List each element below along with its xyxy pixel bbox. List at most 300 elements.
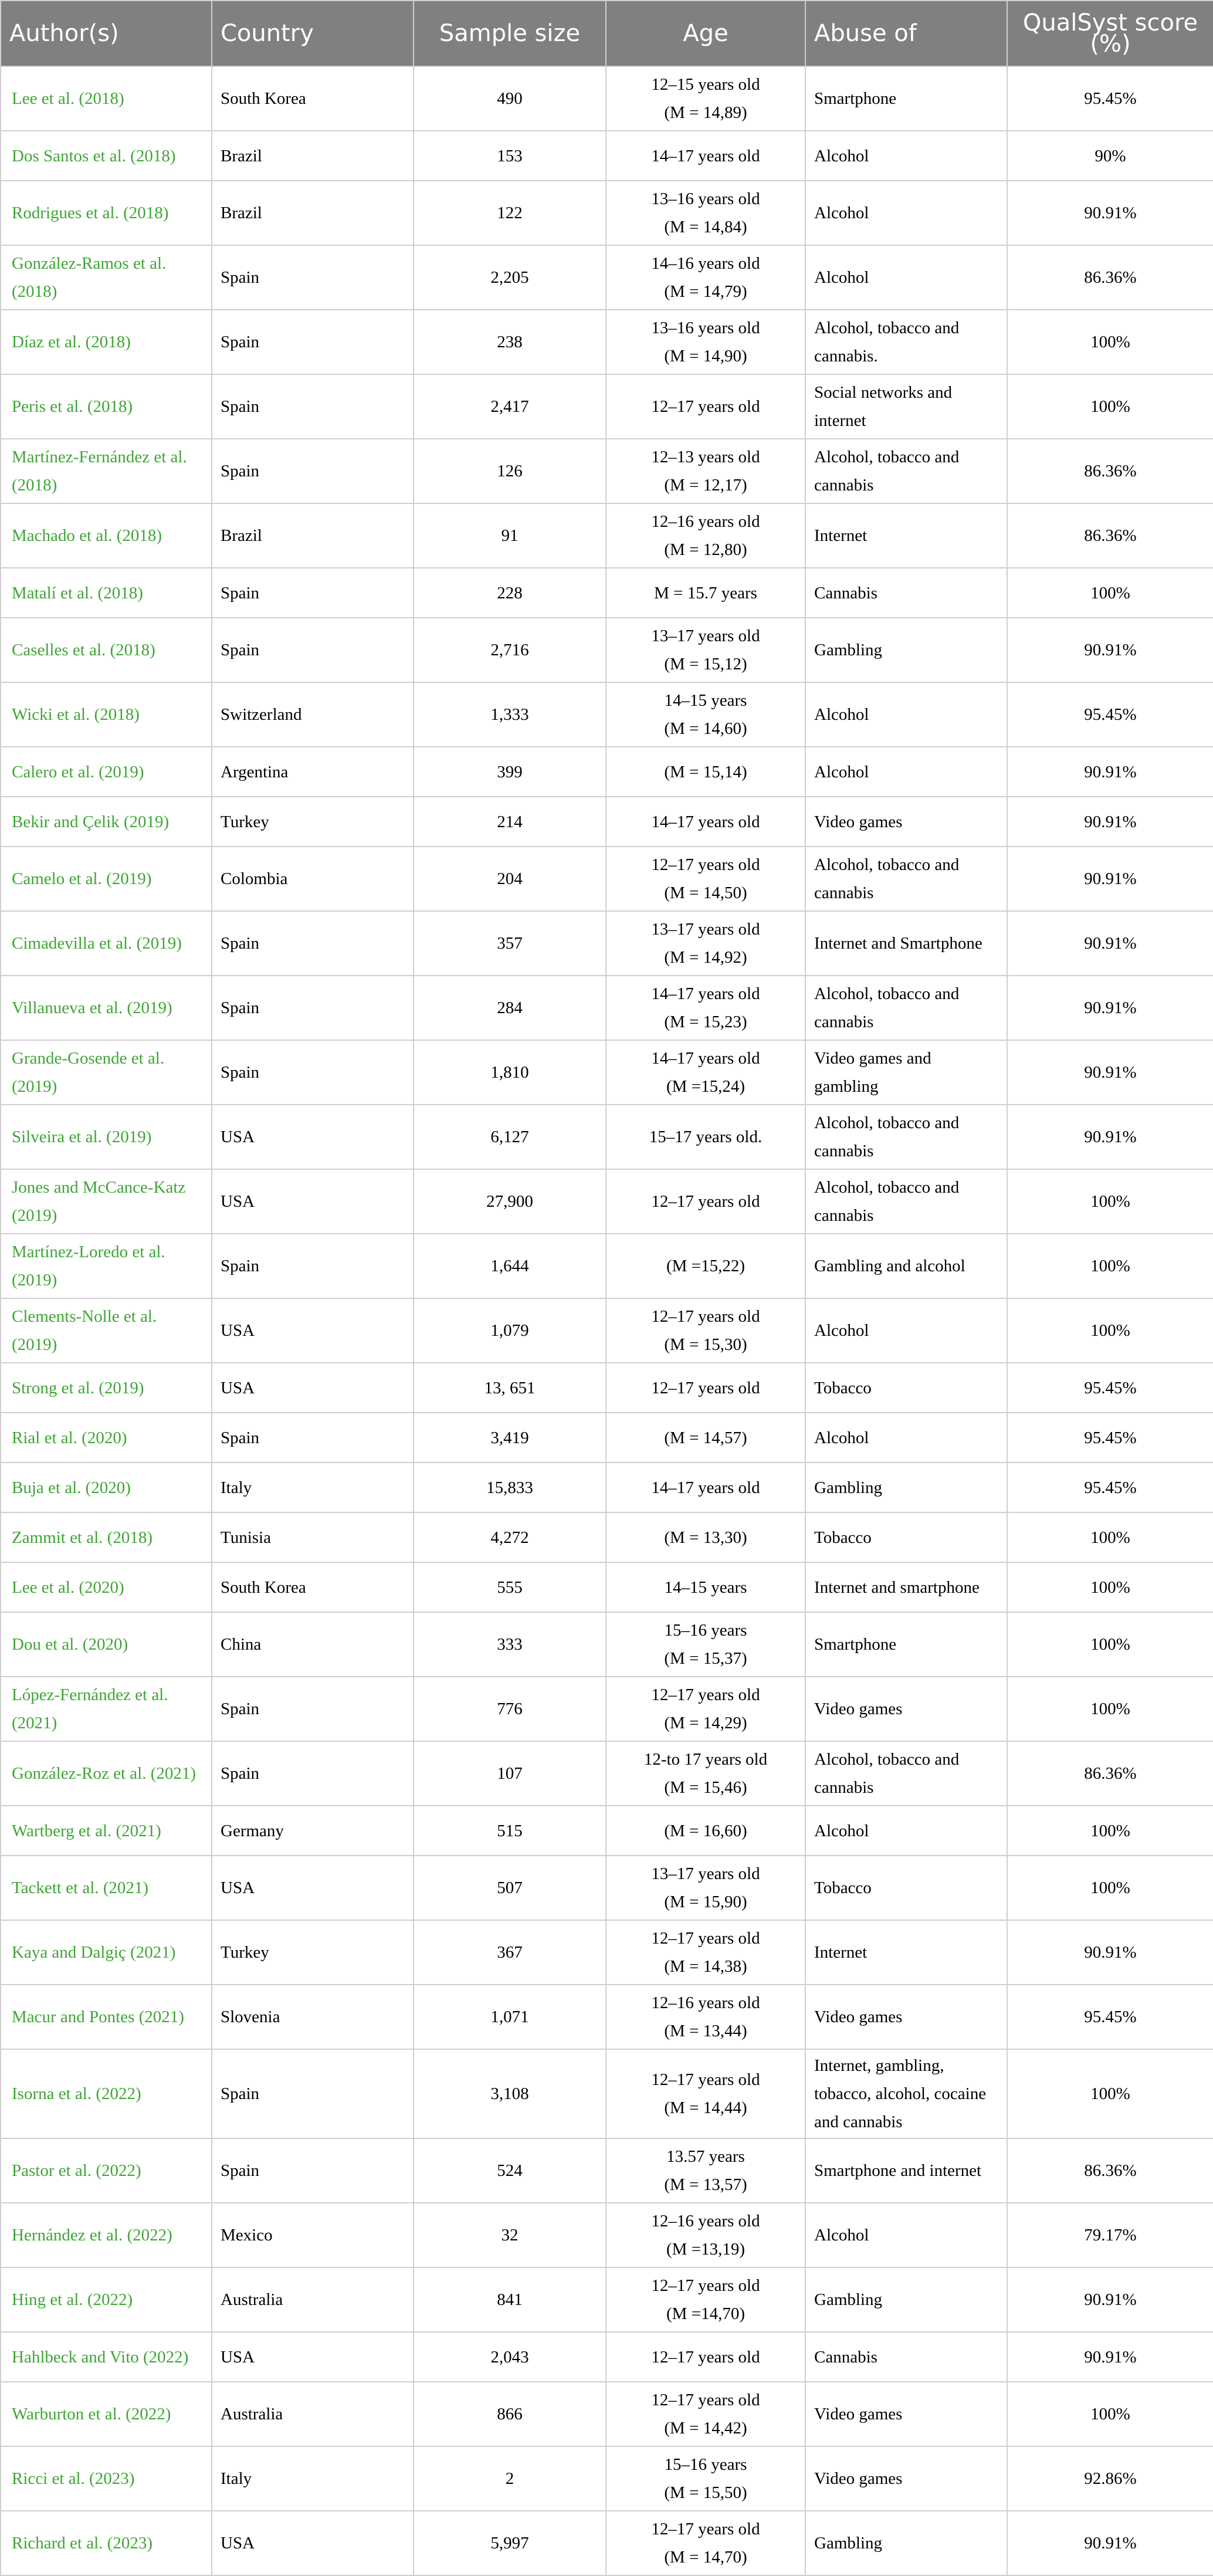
cell-qualsyst-score: 90% <box>1007 131 1213 181</box>
table-row <box>1 1040 1213 1105</box>
table-row <box>1 1463 1213 1512</box>
cell-author-line: Strong et al. (2019) <box>12 1378 144 1397</box>
cell-author[interactable] <box>1 1463 212 1512</box>
cell-author[interactable] <box>1 1612 212 1677</box>
cell-sample-size: 2,043 <box>414 2332 606 2382</box>
cell-sample-size: 2,417 <box>414 374 606 439</box>
cell-author[interactable] <box>1 2446 212 2511</box>
cell-age <box>606 1298 805 1363</box>
cell-author[interactable] <box>1 310 212 374</box>
cell-author-line: Villanueva et al. (2019) <box>12 998 172 1017</box>
cell-abuse-of <box>805 2446 1007 2511</box>
cell-author[interactable] <box>1 2267 212 2332</box>
cell-age <box>606 1985 805 2049</box>
cell-country: Australia <box>212 2267 414 2332</box>
cell-age-line: (M = 14,42) <box>664 2419 747 2438</box>
cell-sample-size: 122 <box>414 181 606 245</box>
cell-qualsyst-score: 90.91% <box>1007 2511 1213 2575</box>
cell-abuse-of-line: and cannabis <box>814 2113 903 2131</box>
cell-country: USA <box>212 2511 414 2575</box>
cell-author-line: Dos Santos et al. (2018) <box>12 146 176 165</box>
cell-author-line: González-Roz et al. (2021) <box>12 1764 196 1783</box>
cell-country: South Korea <box>212 66 414 131</box>
cell-age <box>606 1105 805 1169</box>
cell-abuse-of-line: Smartphone <box>814 89 897 108</box>
cell-qualsyst-score: 95.45% <box>1007 66 1213 131</box>
cell-age <box>606 682 805 747</box>
cell-abuse-of <box>805 1985 1007 2049</box>
cell-age-line: 12–17 years old <box>651 2347 760 2367</box>
cell-author[interactable] <box>1 1413 212 1463</box>
cell-author[interactable] <box>1 618 212 682</box>
cell-sample-size: 1,644 <box>414 1234 606 1298</box>
cell-age <box>606 131 805 181</box>
cell-age-line: 14–15 years <box>664 691 747 710</box>
cell-qualsyst-score: 100% <box>1007 1612 1213 1677</box>
cell-qualsyst-score: 100% <box>1007 1234 1213 1298</box>
cell-qualsyst-score: 86.36% <box>1007 503 1213 568</box>
cell-age-line: 12–13 years old <box>651 448 760 466</box>
cell-age <box>606 503 805 568</box>
cell-author-line: Hernández et al. (2022) <box>12 2226 172 2245</box>
cell-age <box>606 2446 805 2511</box>
cell-abuse-of <box>805 1920 1007 1985</box>
header-sample-size: Sample size <box>414 1 606 66</box>
cell-age-line: 15–16 years <box>664 2455 747 2474</box>
cell-qualsyst-score: 95.45% <box>1007 1463 1213 1512</box>
cell-qualsyst-score: 90.91% <box>1007 1105 1213 1169</box>
cell-author-line: Martínez-Loredo et al. <box>12 1243 165 1261</box>
cell-age-line: (M =15,24) <box>666 1077 745 1096</box>
table-row <box>1 1677 1213 1741</box>
cell-sample-size: 204 <box>414 847 606 911</box>
cell-sample-size: 524 <box>414 2138 606 2203</box>
cell-author-line: Pastor et al. (2022) <box>12 2161 141 2180</box>
cell-author-line: Lee et al. (2018) <box>12 89 124 108</box>
cell-sample-size: 399 <box>414 747 606 797</box>
cell-sample-size: 2 <box>414 2446 606 2511</box>
cell-abuse-of-line: Video games <box>814 2405 903 2423</box>
cell-abuse-of-line: Gambling <box>814 641 882 659</box>
cell-sample-size: 3,419 <box>414 1413 606 1463</box>
cell-abuse-of <box>805 1169 1007 1234</box>
cell-author[interactable] <box>1 797 212 847</box>
table-row <box>1 2446 1213 2511</box>
cell-author[interactable] <box>1 747 212 797</box>
cell-author-line: (2021) <box>12 1714 57 1732</box>
cell-author[interactable] <box>1 1856 212 1920</box>
table-row <box>1 1413 1213 1463</box>
cell-age-line: 13–16 years old <box>651 319 760 337</box>
cell-qualsyst-score: 100% <box>1007 2382 1213 2446</box>
cell-age-line: 12–16 years old <box>651 1993 760 2012</box>
cell-abuse-of-line: Cannabis <box>814 2347 877 2367</box>
cell-abuse-of-line: Video games <box>814 812 903 831</box>
table-row <box>1 374 1213 439</box>
cell-author-line: (2018) <box>12 282 57 301</box>
cell-abuse-of-line: Social networks and <box>814 383 953 402</box>
cell-sample-size: 27,900 <box>414 1169 606 1234</box>
cell-abuse-of <box>805 503 1007 568</box>
cell-abuse-of-line: internet <box>814 411 866 430</box>
cell-age-line: 14–17 years old <box>651 1478 760 1497</box>
cell-age-line: 13–17 years old <box>651 1864 760 1883</box>
cell-country: Spain <box>212 1741 414 1806</box>
cell-qualsyst-score: 100% <box>1007 1806 1213 1856</box>
cell-abuse-of <box>805 2267 1007 2332</box>
cell-author[interactable] <box>1 1677 212 1741</box>
cell-qualsyst-score: 86.36% <box>1007 439 1213 503</box>
cell-age-line: 14–16 years old <box>651 254 760 273</box>
cell-qualsyst-score: 100% <box>1007 2049 1213 2138</box>
cell-abuse-of-line: Alcohol, tobacco and <box>814 1750 960 1769</box>
cell-abuse-of-line: Internet, gambling, <box>814 2056 944 2075</box>
cell-age <box>606 310 805 374</box>
cell-abuse-of-line: cannabis <box>814 1142 874 1160</box>
cell-country: South Korea <box>212 1562 414 1612</box>
cell-qualsyst-score: 92.86% <box>1007 2446 1213 2511</box>
cell-age <box>606 797 805 847</box>
cell-country: Brazil <box>212 503 414 568</box>
cell-sample-size: 15,833 <box>414 1463 606 1512</box>
table-row <box>1 1856 1213 1920</box>
header-country: Country <box>212 1 414 66</box>
cell-abuse-of-line: cannabis <box>814 1778 874 1797</box>
cell-author[interactable] <box>1 503 212 568</box>
table-row <box>1 2138 1213 2203</box>
cell-sample-size: 13, 651 <box>414 1363 606 1413</box>
cell-author[interactable] <box>1 374 212 439</box>
cell-age-line: (M =13,19) <box>666 2240 745 2259</box>
cell-abuse-of <box>805 2382 1007 2446</box>
cell-author[interactable] <box>1 1234 212 1298</box>
cell-country: China <box>212 1612 414 1677</box>
cell-qualsyst-score: 90.91% <box>1007 2267 1213 2332</box>
cell-author[interactable] <box>1 2203 212 2267</box>
cell-country: USA <box>212 1298 414 1363</box>
cell-abuse-of <box>805 1806 1007 1856</box>
cell-author[interactable] <box>1 439 212 503</box>
cell-age-line: (M = 14,44) <box>664 2098 747 2117</box>
cell-sample-size: 91 <box>414 503 606 568</box>
cell-qualsyst-score: 95.45% <box>1007 1985 1213 2049</box>
cell-author-line: Rial et al. (2020) <box>12 1428 127 1447</box>
cell-age-line: (M =15,22) <box>666 1257 745 1275</box>
cell-country: USA <box>212 1169 414 1234</box>
cell-author[interactable] <box>1 682 212 747</box>
cell-sample-size: 3,108 <box>414 2049 606 2138</box>
cell-age-line: (M = 14,70) <box>664 2548 747 2567</box>
cell-age <box>606 439 805 503</box>
cell-qualsyst-score: 100% <box>1007 374 1213 439</box>
cell-abuse-of-line: Gambling and alcohol <box>814 1257 965 1275</box>
cell-abuse-of <box>805 1677 1007 1741</box>
table-row <box>1 1298 1213 1363</box>
cell-qualsyst-score: 100% <box>1007 1512 1213 1562</box>
cell-abuse-of <box>805 568 1007 618</box>
table-row <box>1 310 1213 374</box>
cell-age-line: 13–17 years old <box>651 627 760 645</box>
cell-country: Turkey <box>212 797 414 847</box>
cell-abuse-of-line: Alcohol <box>814 268 869 287</box>
cell-author[interactable] <box>1 2382 212 2446</box>
cell-author[interactable] <box>1 1920 212 1985</box>
cell-author-line: Macur and Pontes (2021) <box>12 2008 184 2026</box>
cell-sample-size: 284 <box>414 976 606 1040</box>
cell-country: Spain <box>212 1040 414 1105</box>
cell-age-line: 14–17 years old <box>651 812 760 831</box>
cell-abuse-of-line: Video games <box>814 1700 903 1718</box>
table-body <box>1 66 1213 2575</box>
cell-country: Spain <box>212 2049 414 2138</box>
table-row <box>1 1920 1213 1985</box>
cell-age <box>606 1463 805 1512</box>
cell-sample-size: 1,071 <box>414 1985 606 2049</box>
cell-abuse-of <box>805 1512 1007 1562</box>
cell-country: Spain <box>212 374 414 439</box>
table-row <box>1 1363 1213 1413</box>
cell-country: Switzerland <box>212 682 414 747</box>
cell-author-line: Kaya and Dalgiç (2021) <box>12 1943 176 1962</box>
cell-age-line: M = 15.7 years <box>654 583 757 602</box>
cell-age-line: 12–17 years old <box>651 1378 760 1397</box>
cell-author[interactable] <box>1 2049 212 2138</box>
cell-author-line: Ricci et al. (2023) <box>12 2469 135 2488</box>
cell-author[interactable] <box>1 1169 212 1234</box>
cell-abuse-of-line: Alcohol, tobacco and <box>814 984 960 1003</box>
table-row <box>1 1562 1213 1612</box>
header-age: Age <box>606 1 805 66</box>
cell-abuse-of-line: Video games <box>814 2469 903 2488</box>
cell-author-line: Díaz et al. (2018) <box>12 333 131 351</box>
cell-author[interactable] <box>1 568 212 618</box>
cell-age <box>606 618 805 682</box>
cell-abuse-of-line: Video games and <box>814 1049 931 1068</box>
table-row <box>1 847 1213 911</box>
cell-sample-size: 107 <box>414 1741 606 1806</box>
cell-abuse-of <box>805 2049 1007 2138</box>
cell-age-line: 15–17 years old. <box>649 1128 763 1146</box>
cell-author[interactable] <box>1 2138 212 2203</box>
cell-age <box>606 1920 805 1985</box>
header-abuse-of: Abuse of <box>805 1 1007 66</box>
table-row <box>1 1512 1213 1562</box>
cell-age-line: (M = 16,60) <box>664 1821 747 1840</box>
table-row <box>1 1806 1213 1856</box>
cell-country: Spain <box>212 2138 414 2203</box>
table-row <box>1 976 1213 1040</box>
cell-author-line: Wicki et al. (2018) <box>12 705 140 724</box>
cell-age-line: 13.57 years <box>666 2147 745 2166</box>
cell-age-line: 12-to 17 years old <box>643 1750 768 1769</box>
cell-abuse-of <box>805 439 1007 503</box>
cell-country: Spain <box>212 568 414 618</box>
cell-age-line: 13–17 years old <box>651 920 760 939</box>
cell-author[interactable] <box>1 1806 212 1856</box>
cell-abuse-of <box>805 797 1007 847</box>
cell-abuse-of-line: cannabis <box>814 1013 874 1031</box>
cell-qualsyst-score: 79.17% <box>1007 2203 1213 2267</box>
cell-author-line: Caselles et al. (2018) <box>12 641 155 659</box>
cell-abuse-of-line: Smartphone and internet <box>814 2161 982 2180</box>
cell-abuse-of-line: Tobacco <box>814 1878 872 1897</box>
table-row <box>1 245 1213 310</box>
cell-age <box>606 1677 805 1741</box>
cell-abuse-of-line: cannabis. <box>814 347 878 365</box>
cell-age-line: 14–17 years old <box>651 984 760 1003</box>
cell-abuse-of-line: cannabis <box>814 1206 874 1225</box>
table-row <box>1 131 1213 181</box>
cell-abuse-of-line: Alcohol, tobacco and <box>814 319 960 337</box>
cell-author[interactable] <box>1 1741 212 1806</box>
cell-age-line: 12–17 years old <box>651 1307 760 1326</box>
cell-author-line: Bekir and Çelik (2019) <box>12 812 170 831</box>
cell-age-line: (M = 14,57) <box>664 1428 747 1447</box>
cell-age <box>606 2267 805 2332</box>
cell-country: Spain <box>212 618 414 682</box>
cell-author-line: Grande-Gosende et al. <box>12 1049 165 1068</box>
cell-age <box>606 66 805 131</box>
table-row <box>1 1612 1213 1677</box>
cell-abuse-of <box>805 1413 1007 1463</box>
header-qualsyst-score: QualSyst score (%) <box>1007 1 1213 66</box>
cell-age <box>606 2049 805 2138</box>
cell-country: Brazil <box>212 131 414 181</box>
cell-abuse-of-line: Alcohol <box>814 1321 869 1340</box>
cell-abuse-of-line: Gambling <box>814 2534 882 2553</box>
cell-abuse-of-line: Alcohol <box>814 204 869 222</box>
cell-abuse-of-line: Smartphone <box>814 1635 897 1654</box>
cell-author-line: Hing et al. (2022) <box>12 2290 133 2309</box>
cell-abuse-of-line: Tobacco <box>814 1378 872 1397</box>
cell-author-line: Lee et al. (2020) <box>12 1578 124 1597</box>
cell-abuse-of <box>805 310 1007 374</box>
cell-author-line: Isorna et al. (2022) <box>12 2084 141 2103</box>
cell-age-line: 12–17 years old <box>651 2391 760 2409</box>
cell-qualsyst-score: 100% <box>1007 568 1213 618</box>
cell-author[interactable] <box>1 2332 212 2382</box>
cell-qualsyst-score: 86.36% <box>1007 1741 1213 1806</box>
cell-age-line: (M = 15,30) <box>664 1335 747 1354</box>
cell-abuse-of <box>805 1741 1007 1806</box>
table-row <box>1 2332 1213 2382</box>
cell-qualsyst-score: 95.45% <box>1007 1413 1213 1463</box>
cell-qualsyst-score: 86.36% <box>1007 245 1213 310</box>
cell-author[interactable] <box>1 847 212 911</box>
table-row <box>1 1105 1213 1169</box>
cell-author[interactable] <box>1 976 212 1040</box>
cell-sample-size: 4,272 <box>414 1512 606 1562</box>
cell-country: Italy <box>212 2446 414 2511</box>
cell-qualsyst-score: 90.91% <box>1007 181 1213 245</box>
cell-sample-size: 367 <box>414 1920 606 1985</box>
cell-age-line: (M = 14,50) <box>664 884 747 902</box>
cell-sample-size: 841 <box>414 2267 606 2332</box>
cell-abuse-of-line: Alcohol, tobacco and <box>814 855 960 874</box>
table-row <box>1 682 1213 747</box>
cell-age-line: 14–17 years old <box>651 1049 760 1068</box>
cell-author[interactable] <box>1 245 212 310</box>
cell-author-line: Tackett et al. (2021) <box>12 1878 149 1897</box>
cell-author-line: Zammit et al. (2018) <box>12 1528 153 1547</box>
cell-age-line: 14–17 years old <box>651 146 760 165</box>
cell-sample-size: 490 <box>414 66 606 131</box>
cell-author[interactable] <box>1 1298 212 1363</box>
cell-country: Mexico <box>212 2203 414 2267</box>
cell-author[interactable] <box>1 181 212 245</box>
cell-country: Spain <box>212 976 414 1040</box>
cell-author[interactable] <box>1 2511 212 2575</box>
cell-age <box>606 1612 805 1677</box>
cell-age-line: (M = 12,17) <box>664 476 747 495</box>
cell-country: Tunisia <box>212 1512 414 1562</box>
cell-abuse-of-line: Alcohol <box>814 146 869 165</box>
cell-abuse-of <box>805 911 1007 976</box>
cell-author[interactable] <box>1 1985 212 2049</box>
cell-country: USA <box>212 2332 414 2382</box>
cell-country: Spain <box>212 310 414 374</box>
cell-author[interactable] <box>1 131 212 181</box>
table-row <box>1 747 1213 797</box>
cell-abuse-of-line: Gambling <box>814 2290 882 2309</box>
cell-age <box>606 1234 805 1298</box>
cell-age-line: 12–17 years old <box>651 855 760 874</box>
cell-age-line: 12–17 years old <box>651 1685 760 1704</box>
cell-country: Spain <box>212 1677 414 1741</box>
cell-abuse-of <box>805 1234 1007 1298</box>
cell-author[interactable] <box>1 1562 212 1612</box>
cell-author[interactable] <box>1 1512 212 1562</box>
cell-author[interactable] <box>1 1363 212 1413</box>
cell-author-line: Peris et al. (2018) <box>12 397 133 416</box>
cell-abuse-of-line: Alcohol <box>814 705 869 724</box>
cell-sample-size: 126 <box>414 439 606 503</box>
cell-age-line: (M = 14,92) <box>664 948 747 967</box>
cell-sample-size: 32 <box>414 2203 606 2267</box>
cell-age <box>606 2332 805 2382</box>
cell-age-line: 14–15 years <box>664 1578 747 1597</box>
cell-country: Spain <box>212 439 414 503</box>
table-row <box>1 2382 1213 2446</box>
cell-author-line: López-Fernández et al. <box>12 1685 168 1704</box>
cell-author-line: Richard et al. (2023) <box>12 2534 153 2553</box>
cell-qualsyst-score: 90.91% <box>1007 976 1213 1040</box>
cell-sample-size: 6,127 <box>414 1105 606 1169</box>
cell-abuse-of-line: Alcohol <box>814 1821 869 1840</box>
cell-author-line: (2019) <box>12 1077 57 1096</box>
cell-age-line: (M = 15,90) <box>664 1893 747 1911</box>
table-row <box>1 181 1213 245</box>
cell-author[interactable] <box>1 911 212 976</box>
cell-abuse-of <box>805 1105 1007 1169</box>
cell-age <box>606 181 805 245</box>
cell-age-line: (M = 15,14) <box>664 762 747 781</box>
cell-age-line: (M = 14,84) <box>664 218 747 236</box>
cell-author-line: (2019) <box>12 1206 57 1225</box>
cell-age <box>606 2138 805 2203</box>
cell-abuse-of <box>805 1856 1007 1920</box>
cell-age <box>606 1741 805 1806</box>
cell-author[interactable] <box>1 66 212 131</box>
cell-age <box>606 374 805 439</box>
cell-author[interactable] <box>1 1105 212 1169</box>
cell-author-line: Hahlbeck and Vito (2022) <box>12 2347 189 2367</box>
cell-country: Slovenia <box>212 1985 414 2049</box>
cell-qualsyst-score: 90.91% <box>1007 1040 1213 1105</box>
cell-author[interactable] <box>1 1040 212 1105</box>
table-row <box>1 2203 1213 2267</box>
cell-qualsyst-score: 90.91% <box>1007 747 1213 797</box>
